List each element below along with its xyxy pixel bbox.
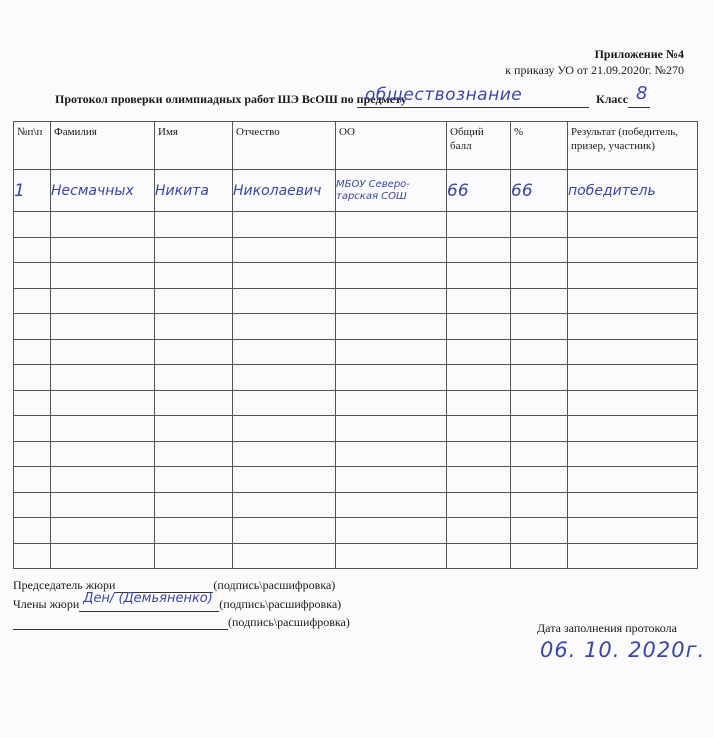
empty-cell	[155, 416, 233, 442]
empty-cell	[51, 263, 155, 289]
empty-cell	[14, 288, 51, 314]
cell-score: 66	[447, 170, 511, 212]
empty-cell	[511, 237, 568, 263]
empty-cell	[233, 339, 336, 365]
table-row	[14, 441, 698, 467]
empty-cell	[155, 543, 233, 569]
empty-cell	[336, 390, 447, 416]
empty-cell	[336, 212, 447, 238]
empty-cell	[233, 237, 336, 263]
table-row	[14, 416, 698, 442]
empty-cell	[51, 492, 155, 518]
empty-cell	[14, 314, 51, 340]
table-row	[14, 467, 698, 493]
members-note: (подпись\расшифровка)	[219, 597, 342, 611]
empty-cell	[51, 339, 155, 365]
empty-cell	[155, 441, 233, 467]
empty-cell	[568, 416, 698, 442]
cell-surname: Несмачных	[51, 170, 155, 212]
empty-cell	[511, 543, 568, 569]
table-row	[14, 365, 698, 391]
empty-cell	[568, 467, 698, 493]
empty-cell	[511, 314, 568, 340]
empty-cell	[51, 543, 155, 569]
empty-cell	[568, 365, 698, 391]
empty-cell	[568, 314, 698, 340]
date-label: Дата заполнения протокола	[537, 621, 677, 635]
col-percent: %	[511, 122, 568, 170]
empty-cell	[14, 543, 51, 569]
empty-cell	[447, 518, 511, 544]
member-signature: Ден/ (Демьяненко)	[83, 591, 213, 606]
results-table	[13, 121, 698, 569]
empty-cell	[51, 237, 155, 263]
empty-cell	[447, 416, 511, 442]
empty-cell	[511, 212, 568, 238]
empty-cell	[155, 212, 233, 238]
empty-cell	[14, 263, 51, 289]
empty-cell	[336, 492, 447, 518]
empty-cell	[14, 467, 51, 493]
empty-cell	[155, 365, 233, 391]
empty-cell	[155, 237, 233, 263]
empty-cell	[447, 237, 511, 263]
empty-cell	[336, 237, 447, 263]
empty-cell	[51, 467, 155, 493]
chair-note: (подпись\расшифровка)	[213, 578, 336, 592]
empty-cell	[233, 518, 336, 544]
empty-cell	[51, 416, 155, 442]
appendix-label: Приложение №4	[594, 47, 684, 61]
empty-cell	[51, 212, 155, 238]
extra-note: (подпись\расшифровка)	[228, 615, 350, 629]
empty-cell	[233, 492, 336, 518]
empty-cell	[51, 518, 155, 544]
empty-cell	[511, 288, 568, 314]
class-field	[628, 83, 650, 108]
empty-cell	[336, 467, 447, 493]
empty-cell	[233, 365, 336, 391]
empty-cell	[336, 339, 447, 365]
header-block	[505, 46, 684, 78]
cell-result: победитель	[568, 170, 698, 212]
empty-cell	[447, 467, 511, 493]
protocol-title: Протокол проверки олимпиадных работ ШЭ ВсОШ по предмету	[55, 92, 407, 106]
empty-cell	[511, 365, 568, 391]
table-row	[14, 390, 698, 416]
empty-cell	[568, 441, 698, 467]
table-row	[14, 339, 698, 365]
class-value: 8	[636, 83, 648, 104]
empty-cell	[336, 518, 447, 544]
empty-cell	[233, 263, 336, 289]
empty-cell	[447, 543, 511, 569]
order-label: к приказу УО от 21.09.2020г. №270	[505, 63, 684, 77]
class-label: Класс	[596, 92, 629, 106]
empty-cell	[155, 263, 233, 289]
empty-cell	[336, 314, 447, 340]
col-result: Результат (победитель, призер, участник)	[568, 122, 698, 170]
empty-cell	[155, 314, 233, 340]
cell-patronymic: Николаевич	[233, 170, 336, 212]
cell-name: Никита	[155, 170, 233, 212]
col-num: №п\п	[14, 122, 51, 170]
empty-cell	[14, 390, 51, 416]
empty-cell	[447, 390, 511, 416]
empty-cell	[568, 263, 698, 289]
empty-cell	[51, 365, 155, 391]
cell-percent: 66	[511, 170, 568, 212]
empty-cell	[447, 339, 511, 365]
empty-cell	[51, 390, 155, 416]
table-row	[14, 263, 698, 289]
empty-cell	[568, 288, 698, 314]
table-row	[14, 543, 698, 569]
empty-cell	[14, 518, 51, 544]
extra-signature-line	[13, 615, 350, 630]
empty-cell	[336, 416, 447, 442]
empty-cell	[233, 467, 336, 493]
members-label: Члены жюри	[13, 597, 80, 611]
table-header-row	[14, 122, 698, 170]
empty-cell	[14, 441, 51, 467]
col-patronymic: Отчество	[233, 122, 336, 170]
empty-cell	[233, 390, 336, 416]
cell-num: 1	[14, 170, 51, 212]
empty-cell	[14, 339, 51, 365]
col-name: Имя	[155, 122, 233, 170]
empty-cell	[51, 288, 155, 314]
col-score: Общий балл	[447, 122, 511, 170]
empty-cell	[447, 263, 511, 289]
empty-cell	[155, 339, 233, 365]
col-school: ОО	[336, 122, 447, 170]
empty-cell	[155, 288, 233, 314]
empty-cell	[14, 237, 51, 263]
empty-cell	[14, 212, 51, 238]
empty-cell	[447, 492, 511, 518]
empty-cell	[336, 263, 447, 289]
subject-value: обществознание	[365, 85, 523, 105]
subject-field	[357, 85, 589, 108]
empty-cell	[336, 441, 447, 467]
table-row	[14, 518, 698, 544]
empty-cell	[155, 492, 233, 518]
empty-cell	[336, 543, 447, 569]
empty-cell	[155, 467, 233, 493]
empty-cell	[511, 518, 568, 544]
col-surname: Фамилия	[51, 122, 155, 170]
table-row	[14, 492, 698, 518]
empty-cell	[511, 263, 568, 289]
empty-cell	[511, 339, 568, 365]
table-row	[14, 288, 698, 314]
empty-cell	[233, 212, 336, 238]
empty-cell	[336, 365, 447, 391]
empty-cell	[155, 518, 233, 544]
empty-cell	[51, 314, 155, 340]
empty-cell	[51, 441, 155, 467]
empty-cell	[155, 390, 233, 416]
empty-cell	[233, 543, 336, 569]
table-row	[14, 237, 698, 263]
empty-cell	[511, 416, 568, 442]
empty-cell	[511, 492, 568, 518]
empty-cell	[511, 441, 568, 467]
empty-cell	[233, 288, 336, 314]
empty-cell	[568, 390, 698, 416]
chair-label: Председатель жюри	[13, 578, 116, 592]
members-signature-line	[13, 591, 342, 612]
empty-cell	[447, 288, 511, 314]
empty-cell	[14, 416, 51, 442]
empty-cell	[568, 543, 698, 569]
empty-cell	[447, 365, 511, 391]
empty-cell	[447, 212, 511, 238]
empty-cell	[568, 212, 698, 238]
empty-cell	[233, 416, 336, 442]
empty-cell	[568, 237, 698, 263]
table-row	[14, 314, 698, 340]
table-row	[14, 170, 698, 212]
empty-cell	[233, 314, 336, 340]
empty-cell	[568, 492, 698, 518]
empty-cell	[511, 390, 568, 416]
empty-cell	[14, 492, 51, 518]
empty-cell	[336, 288, 447, 314]
empty-cell	[511, 467, 568, 493]
empty-cell	[447, 314, 511, 340]
date-value: 06. 10. 2020г.	[540, 638, 706, 662]
empty-cell	[447, 441, 511, 467]
cell-school: МБОУ Северо-тарская СОШ	[336, 170, 447, 212]
table-row	[14, 212, 698, 238]
empty-cell	[233, 441, 336, 467]
empty-cell	[568, 339, 698, 365]
empty-cell	[568, 518, 698, 544]
empty-cell	[14, 365, 51, 391]
